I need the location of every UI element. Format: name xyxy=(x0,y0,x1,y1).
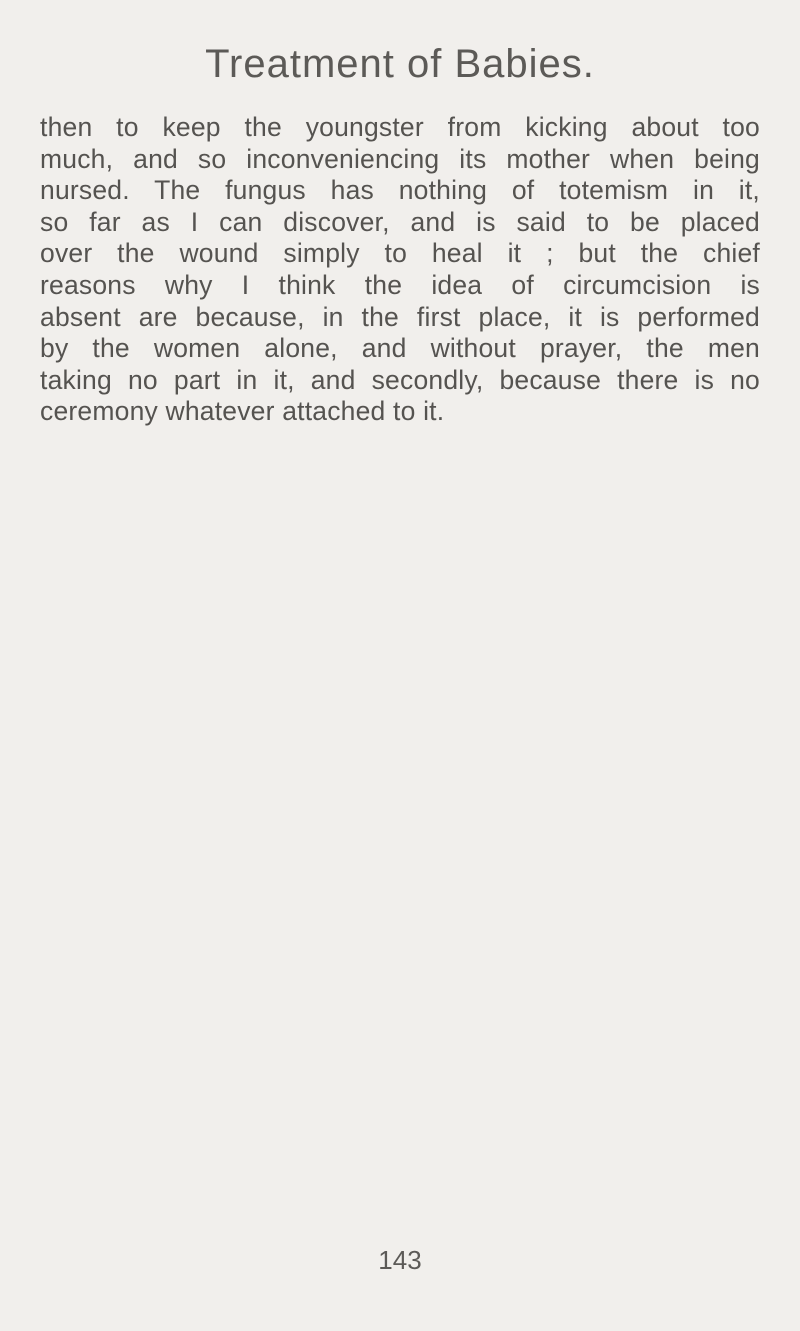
text-line: reasons why I think the idea of circumcision is xyxy=(40,269,760,300)
text-line: ceremony whatever attached to it. xyxy=(40,396,445,427)
running-title: Treatment of Babies. xyxy=(205,42,595,86)
text-line: then to keep the youngster from kicking about too xyxy=(40,112,760,142)
text-line: by the women alone, and without prayer, the men xyxy=(40,333,760,364)
text-line: nursed. The fungus has nothing of totemism in it, xyxy=(40,175,760,206)
text-line: absent are because, in the first place, it is performed xyxy=(40,301,760,332)
text-line: over the wound simply to heal it ; but the chief xyxy=(40,238,760,269)
text-line: much, and so inconveniencing its mother when being xyxy=(40,143,760,174)
text-line: taking no part in it, and secondly, because there is no xyxy=(40,364,760,395)
text-line: so far as I can discover, and is said to be placed xyxy=(40,206,760,237)
body-paragraph xyxy=(40,112,760,428)
page-number: 143 xyxy=(378,1245,422,1275)
